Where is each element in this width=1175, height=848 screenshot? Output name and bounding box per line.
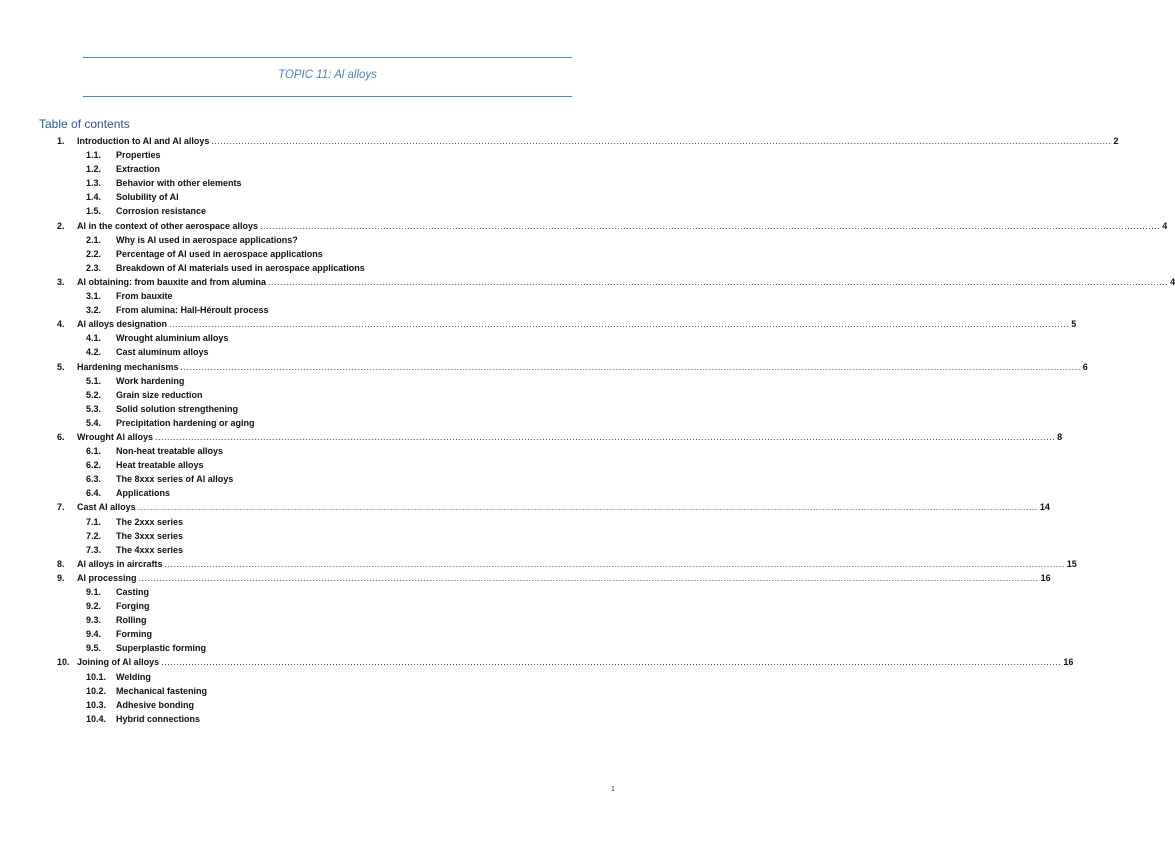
toc-subentry-label: Why is Al used in aerospace applications? bbox=[116, 234, 298, 245]
toc-entry-label: Wrought Al alloys bbox=[77, 431, 154, 442]
toc-leader-dots: ............................................................................................................................................................................................................................................................................................................ bbox=[180, 361, 1081, 372]
toc-subentry-label: The 3xxx series bbox=[116, 530, 184, 541]
toc-subentry[interactable] bbox=[0, 585, 655, 599]
toc-subentry[interactable] bbox=[0, 529, 655, 543]
toc-subentry-number: 1.5. bbox=[86, 206, 102, 217]
toc-leader-dots: ............................................................................................................................................................................................................................................................................................................ bbox=[268, 276, 1169, 287]
toc-subentry[interactable] bbox=[0, 303, 655, 317]
toc-subentry-label: Wrought aluminium alloys bbox=[116, 333, 229, 344]
toc-entry-text bbox=[77, 360, 1088, 374]
toc-subentry[interactable] bbox=[0, 712, 655, 726]
toc-subentry-label: Forging bbox=[116, 601, 150, 612]
toc-subentry-number: 10.3. bbox=[86, 699, 107, 710]
toc-entry-number: 8. bbox=[57, 558, 65, 569]
toc-entry-number: 5. bbox=[57, 361, 65, 372]
toc-subentry-number: 5.3. bbox=[86, 403, 102, 414]
toc-subentry-label: Mechanical fastening bbox=[116, 685, 208, 696]
toc-subentry[interactable] bbox=[0, 444, 655, 458]
toc-subentry[interactable] bbox=[0, 148, 655, 162]
toc-subentry-label: Rolling bbox=[116, 615, 147, 626]
toc-subentry-number: 3.2. bbox=[86, 305, 102, 316]
toc-subentry-label: Extraction bbox=[116, 164, 161, 175]
toc-entry[interactable] bbox=[0, 571, 1051, 585]
toc-leader-dots: ............................................................................................................................................................................................................................................................................................................ bbox=[164, 558, 1065, 569]
toc-subentry-label: Applications bbox=[116, 488, 171, 499]
toc-entry-label: Al alloys in aircrafts bbox=[77, 558, 163, 569]
toc-leader-dots: ............................................................................................................................................................................................................................................................................................................ bbox=[211, 136, 1112, 146]
toc-entry[interactable] bbox=[0, 500, 1050, 514]
toc-subentry-number: 5.1. bbox=[86, 375, 102, 386]
toc-subentry-label: Hybrid connections bbox=[116, 713, 201, 724]
toc-subentry[interactable] bbox=[0, 176, 655, 190]
toc-subentry-label: The 8xxx series of Al alloys bbox=[116, 474, 234, 485]
toc-subentry[interactable] bbox=[0, 162, 655, 176]
toc-subentry-number: 6.1. bbox=[86, 446, 102, 457]
toc-subentry[interactable] bbox=[0, 486, 655, 500]
toc-subentry[interactable] bbox=[0, 684, 655, 698]
toc-subentry-number: 7.1. bbox=[86, 516, 102, 527]
toc-subentry-number: 1.2. bbox=[86, 164, 102, 175]
toc-leader-dots: ............................................................................................................................................................................................................................................................................................................ bbox=[138, 572, 1039, 583]
toc-entry-number: 9. bbox=[57, 572, 65, 583]
toc-leader-dots: ............................................................................................................................................................................................................................................................................................................ bbox=[260, 220, 1161, 231]
toc-subentry[interactable] bbox=[0, 261, 655, 275]
toc-subentry-number: 4.2. bbox=[86, 347, 102, 358]
toc-subentry-label: Welding bbox=[116, 671, 151, 682]
toc-subentry[interactable] bbox=[0, 233, 655, 247]
toc-entry-label: Al alloys designation bbox=[77, 319, 168, 330]
toc-subentry-number: 1.4. bbox=[86, 192, 102, 203]
toc-subentry-number: 10.2. bbox=[86, 685, 107, 696]
page-number: 1 bbox=[611, 786, 615, 793]
title-rule-top bbox=[83, 57, 572, 58]
toc-subentry[interactable] bbox=[0, 698, 655, 712]
toc-subentry[interactable] bbox=[0, 670, 655, 684]
toc-subentry[interactable] bbox=[0, 599, 655, 613]
toc-subentry-label: Percentage of Al used in aerospace applications bbox=[116, 248, 323, 259]
toc-subentry-label: Solubility of Al bbox=[116, 192, 179, 203]
toc-subentry-label: Forming bbox=[116, 629, 152, 640]
toc-entry-page: 16 bbox=[1040, 572, 1051, 583]
toc-subentry[interactable] bbox=[0, 416, 655, 430]
toc-entry-page: 16 bbox=[1063, 657, 1074, 668]
toc-entry-page: 5 bbox=[1071, 319, 1077, 330]
toc-subentry-label: Solid solution strengthening bbox=[116, 403, 238, 414]
toc-subentry-number: 9.2. bbox=[86, 601, 102, 612]
toc-entry[interactable] bbox=[0, 317, 1077, 331]
toc-subentry[interactable] bbox=[0, 543, 655, 557]
toc-subentry[interactable] bbox=[0, 374, 655, 388]
toc-subentry-label: Properties bbox=[116, 150, 161, 161]
toc-subentry-number: 6.4. bbox=[86, 488, 102, 499]
toc-entry-label: Al obtaining: from bauxite and from alumina bbox=[77, 276, 267, 287]
toc-subentry-number: 9.3. bbox=[86, 615, 102, 626]
table-of-contents bbox=[0, 134, 1175, 726]
toc-entry[interactable] bbox=[0, 275, 1175, 289]
toc-subentry-number: 5.4. bbox=[86, 417, 102, 428]
toc-entry[interactable] bbox=[0, 134, 1119, 148]
toc-subentry[interactable] bbox=[0, 345, 655, 359]
toc-subentry[interactable] bbox=[0, 204, 655, 218]
toc-entry-text bbox=[77, 134, 1119, 148]
toc-subentry-number: 6.2. bbox=[86, 460, 102, 471]
toc-subentry[interactable] bbox=[0, 402, 655, 416]
toc-subentry-label: Non-heat treatable alloys bbox=[116, 446, 224, 457]
toc-subentry[interactable] bbox=[0, 289, 655, 303]
toc-entry-number: 6. bbox=[57, 431, 65, 442]
toc-subentry-label: From bauxite bbox=[116, 291, 173, 302]
toc-leader-dots: ............................................................................................................................................................................................................................................................................................................ bbox=[155, 431, 1056, 442]
toc-subentry-label: Casting bbox=[116, 587, 150, 597]
toc-subentry-number: 3.1. bbox=[86, 291, 102, 302]
toc-subentry[interactable] bbox=[0, 190, 655, 204]
toc-subentry[interactable] bbox=[0, 641, 655, 655]
toc-entry-page: 15 bbox=[1066, 558, 1077, 569]
toc-entry-page: 8 bbox=[1057, 431, 1063, 442]
toc-subentry-label: Behavior with other elements bbox=[116, 178, 242, 189]
toc-subentry-label: Work hardening bbox=[116, 375, 185, 386]
toc-entry-text bbox=[77, 317, 1077, 331]
toc-entry-label: Introduction to Al and Al alloys bbox=[77, 136, 210, 146]
document-title: TOPIC 11: Al alloys bbox=[278, 69, 377, 81]
toc-entry-page: 4 bbox=[1170, 276, 1175, 287]
toc-entry-number: 3. bbox=[57, 276, 65, 287]
toc-heading: Table of contents bbox=[39, 117, 130, 131]
toc-subentry-number: 1.3. bbox=[86, 178, 102, 189]
toc-entry-label: Cast Al alloys bbox=[77, 502, 136, 513]
toc-subentry-label: Heat treatable alloys bbox=[116, 460, 204, 471]
toc-subentry-number: 9.1. bbox=[86, 587, 102, 597]
toc-subentry-number: 6.3. bbox=[86, 474, 102, 485]
toc-subentry-number: 2.3. bbox=[86, 262, 102, 273]
toc-entry-text bbox=[77, 219, 1168, 233]
toc-entry-number: 7. bbox=[57, 502, 65, 513]
toc-subentry-label: The 2xxx series bbox=[116, 516, 184, 527]
toc-subentry[interactable] bbox=[0, 613, 655, 627]
toc-entry-label: Al in the context of other aerospace alloys bbox=[77, 220, 259, 231]
title-rule-bottom bbox=[83, 96, 572, 97]
toc-entry-label: Al processing bbox=[77, 572, 137, 583]
toc-subentry-label: Precipitation hardening or aging bbox=[116, 417, 255, 428]
toc-entry-label: Hardening mechanisms bbox=[77, 361, 179, 372]
toc-subentry-number: 4.1. bbox=[86, 333, 102, 344]
toc-subentry-number: 7.2. bbox=[86, 530, 102, 541]
toc-leader-dots: ............................................................................................................................................................................................................................................................................................................ bbox=[137, 502, 1038, 513]
toc-subentry-label: Superplastic forming bbox=[116, 643, 207, 654]
toc-subentry-number: 2.1. bbox=[86, 234, 102, 245]
toc-entry-number: 10. bbox=[57, 657, 70, 668]
toc-entry-page: 6 bbox=[1082, 361, 1088, 372]
toc-entry[interactable] bbox=[0, 219, 1168, 233]
toc-subentry-label: Adhesive bonding bbox=[116, 699, 195, 710]
toc-subentry-label: Grain size reduction bbox=[116, 389, 203, 400]
toc-subentry-label: Breakdown of Al materials used in aerospace applications bbox=[116, 262, 365, 273]
toc-subentry-number: 7.3. bbox=[86, 544, 102, 555]
toc-subentry-label: The 4xxx series bbox=[116, 544, 184, 555]
toc-subentry[interactable] bbox=[0, 472, 655, 486]
toc-entry-number: 4. bbox=[57, 319, 65, 330]
toc-subentry-label: From alumina: Hall-Héroult process bbox=[116, 305, 269, 316]
toc-subentry-number: 10.4. bbox=[86, 713, 107, 724]
toc-subentry-number: 2.2. bbox=[86, 248, 102, 259]
toc-entry-text bbox=[77, 571, 1051, 585]
toc-subentry-number: 9.5. bbox=[86, 643, 102, 654]
toc-subentry[interactable] bbox=[0, 627, 655, 641]
toc-entry-number: 2. bbox=[57, 220, 65, 231]
toc-subentry[interactable] bbox=[0, 515, 655, 529]
toc-entry-page: 14 bbox=[1039, 502, 1050, 513]
toc-subentry-number: 10.1. bbox=[86, 671, 107, 682]
toc-entry-text bbox=[77, 655, 1074, 669]
toc-leader-dots: ............................................................................................................................................................................................................................................................................................................ bbox=[161, 657, 1062, 668]
toc-entry-number: 1. bbox=[57, 136, 65, 146]
toc-entry[interactable] bbox=[0, 360, 1088, 374]
toc-subentry[interactable] bbox=[0, 247, 655, 261]
toc-entry-text bbox=[77, 275, 1175, 289]
toc-subentry-label: Corrosion resistance bbox=[116, 206, 207, 217]
toc-entry-text bbox=[77, 500, 1050, 514]
toc-entry[interactable] bbox=[0, 655, 1074, 669]
toc-leader-dots: ............................................................................................................................................................................................................................................................................................................ bbox=[169, 319, 1070, 330]
toc-subentry-number: 9.4. bbox=[86, 629, 102, 640]
toc-entry-text bbox=[77, 557, 1077, 571]
toc-subentry-label: Cast aluminum alloys bbox=[116, 347, 209, 358]
toc-entry-page: 4 bbox=[1162, 220, 1168, 231]
toc-entry-label: Joining of Al alloys bbox=[77, 657, 160, 668]
toc-subentry[interactable] bbox=[0, 388, 655, 402]
toc-entry[interactable] bbox=[0, 430, 1063, 444]
toc-subentry-number: 1.1. bbox=[86, 150, 102, 161]
toc-entry-page: 2 bbox=[1113, 136, 1119, 146]
toc-entry[interactable] bbox=[0, 557, 1077, 571]
toc-subentry-number: 5.2. bbox=[86, 389, 102, 400]
toc-entry-text bbox=[77, 430, 1063, 444]
toc-subentry[interactable] bbox=[0, 331, 655, 345]
toc-subentry[interactable] bbox=[0, 458, 655, 472]
